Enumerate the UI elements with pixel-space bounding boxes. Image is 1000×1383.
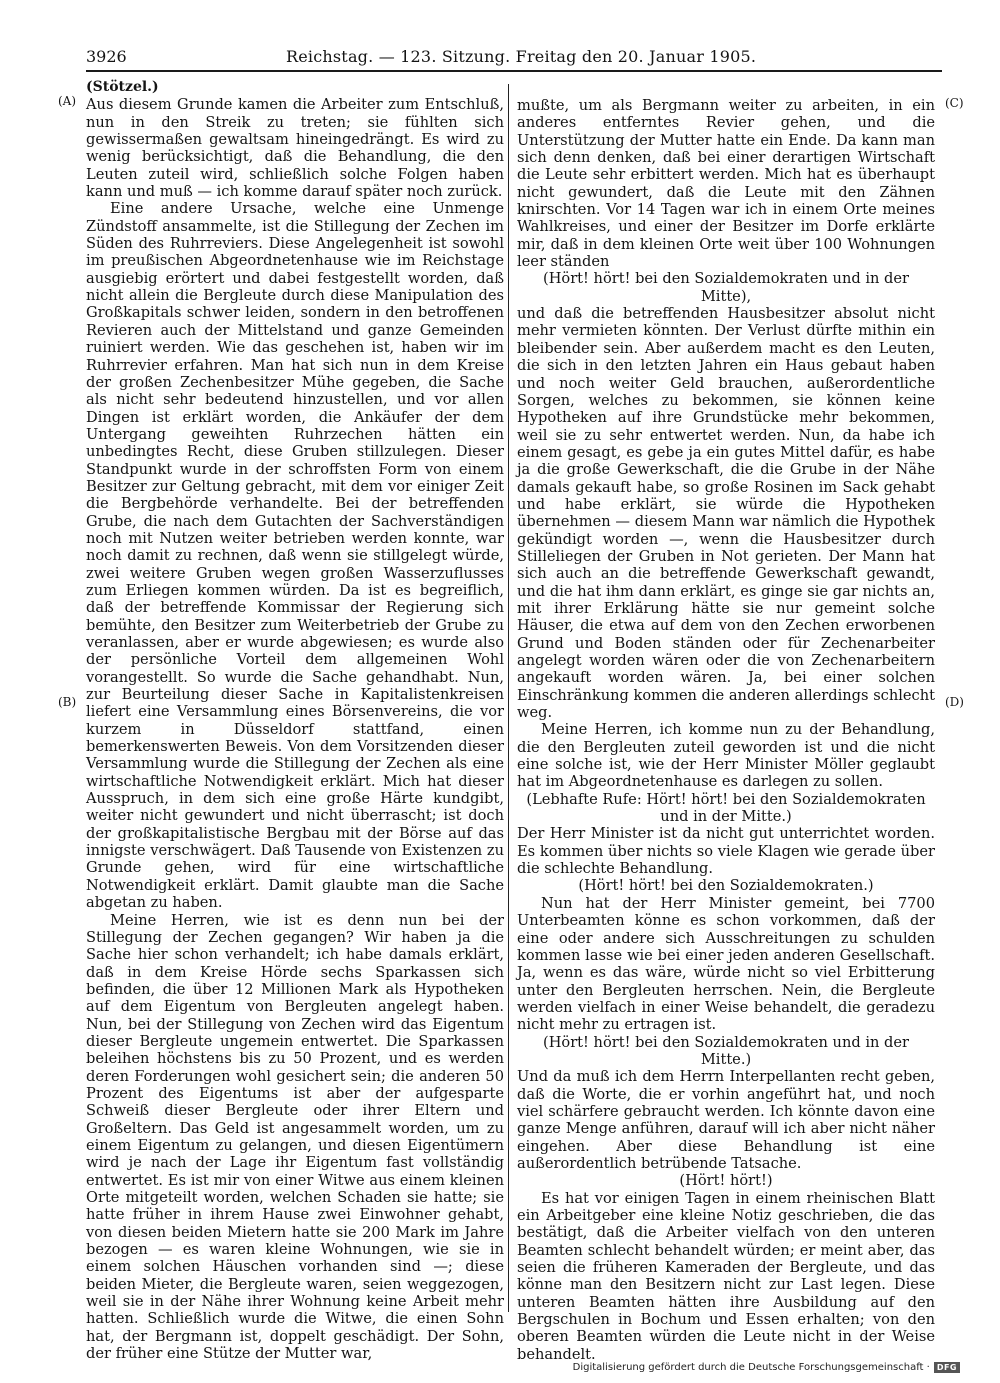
page-number: 3926 — [86, 47, 127, 66]
footer — [573, 1362, 960, 1373]
speaker-name: (Stötzel.) — [86, 79, 159, 95]
margin-marker-c: (C) — [945, 96, 964, 110]
paragraph: Es hat vor einigen Tagen in einem rheinischen Blatt ein Arbeitgeber eine kleine Notiz geschrieben, die das bestätigt, daß die Arbeiter vielfach von den unteren Beamten schlecht behandelt würden; er meint aber, das seien die früheren Kameraden der Bergleute, und das könne man den Besitzern nicht zur Last legen. Diese unteren Beamten hätten ihre Ausbildung auf den Bergschulen in Bochum und Essen erhalten; von den oberen Beamten würden die Leute nicht in der Weise behandelt. — [517, 1189, 935, 1363]
paragraph: Der Herr Minister ist da nicht gut unterrichtet worden. Es kommen über nichts so viele Klagen wie gerade über die schlechte Behandlung. — [517, 825, 935, 878]
paragraph: und daß die betreffenden Hausbesitzer absolut nicht mehr vermieten könnten. Der Verlust dürfte mithin ein bleibender sein. Aber außerdem macht es den Leuten, die sich in den letzten Jahren ein Haus gebaut haben und noch weiter Geld brauchen, außerordentliche Sorgen, welches zu bekommen, sie können keine Hypotheken auf ihre Grundstücke mehr bekommen, weil sie zu sehr entwertet werden. Nun, da habe ich einem gesagt, es gebe ja ein gutes Mittel dafür, es habe ja die große Gewerkschaft, die die Grube in der Nähe damals gekauft habe, so große Rosinen im Sack gehabt und habe erklärt, sie würde die Hypotheken übernehmen — diesem Mann war nämlich die Hypothek gekündigt worden —, wenn die Hausbesitzer durch Stilleliegen der Gruben in Not gerieten. Der Mann hat sich auch an die betreffende Gewerkschaft gewandt, und die hat ihm dann erklärt, es ginge sie gar nichts an, mit ihrer Erklärung hätte sie nur gemeint solche Häuser, die etwa auf dem von den Zechen erworbenen Grund und Boden ständen oder für Zechenarbeiter angelegt worden wären oder die von Zechenarbeitern angekauft worden wären. Ja, bei einer solchen Einschränkung kommen die anderen allerdings schlecht weg. — [517, 305, 935, 722]
paragraph: Eine andere Ursache, welche eine Unmenge Zündstoff ansammelte, ist die Stillegung der Zechen im Süden des Ruhrreviers. Diese Angelegenheit ist sowohl im preußischen Abgeordnetenhause wie im Reichstage ausgiebig erörtert und dabei festgestellt worden, daß nicht allein die Bergleute durch diese Manipulation des Großkapitals schwer leiden, sondern in den betroffenen Revieren auch der Mittelstand und ganze Gemeinden ruiniert werden. Wie das geschehen ist, haben wir im Ruhrrevier erfahren. Man hat sich nun in dem Kreise der großen Zechenbesitzer Mühe gegeben, die Sache als nicht sehr bedeutend hinzustellen, und vor allen Dingen ist erklärt worden, die Ankäufer der dem Untergang geweihten Ruhrzechen hätten ein unbedingtes Recht, diese Gruben stillzulegen. Dieser Standpunkt wurde in der schroffsten Form von einem Besitzer zur Geltung gebracht, mit dem vor einiger Zeit die Bergbehörde verhandelte. Bei der betreffenden Grube, die nach dem Gutachten der Sachverständigen noch mit Nutzen weiter betrieben werden konnte, war noch damit zu rechnen, daß wenn sie stillgelegt würde, zwei weitere Gruben wegen großen Wasserzuflusses zum Erliegen kommen würden. Da ist es begreiflich, daß der betreffende Kommissar der Regierung sich bemühte, den Besitzer zum Weiterbetrieb der Grube zu veranlassen, aber er wurde abgewiesen; es wurde also der persönliche Vorteil dem allgemeinen Wohl vorangestellt. So wurde die Sache gehandhabt. Nun, zur Beurteilung dieser Sache in Kapitalistenkreisen liefert eine Versammlung eines Börsenvereins, die vor kurzem in Düsseldorf stattfand, einen bemerkenswerten Beweis. Von dem Vorsitzenden dieser Versammlung wurde die Stillegung der Zechen als eine wirtschaftliche Notwendigkeit erklärt. Mich hat dieser Ausspruch, in dem sich eine große Härte kundgibt, weiter nicht gewundert und nicht überrascht; ist doch der großkapitalistische Bergbau mit der Börse auf das innigste verschwägert. Daß Tausende von Existenzen zu Grunde gehen, wird für eine wirtschaftliche Notwendigkeit erklärt. Damit glaubte man die Sache abgetan zu haben. — [86, 200, 504, 912]
paragraph: Meine Herren, wie ist es denn nun bei der Stillegung der Zechen gegangen? Wir haben ja die Sache hier schon verhandelt; ich habe damals erklärt, daß in dem Kreise Hörde sechs Sparkassen sich befinden, die über 12 Millionen Mark als Hypotheken auf dem Eigentum von Bergleuten angelegt haben. Nun, bei der Stillegung von Zechen wird das Eigentum dieser Bergleute ungemein entwertet. Die Sparkassen beleihen höchstens bis zu 50 Prozent, und es werden deren Forderungen wohl gesichert sein; die anderen 50 Prozent des Eigentums ist aber der aufgesparte Schweiß dieser Bergleute oder ihrer Eltern und Großeltern. Das Geld ist angesammelt worden, um zu einem Eigentum zu gelangen, und diesen Eigentümern wird je nach der Lage ihr Eigentum fast vollständig entwertet. Es ist mir von einer Witwe aus einem kleinen Orte mitgeteilt worden, welchen Schaden sie hatte; sie hatte früher in ihrem Hause zwei Einwohner gehabt, von diesen beiden Mietern hatte sie 200 Mark im Jahre bezogen — es waren kleine Wohnungen, wie sie in einem solchen Häuschen vorhanden sind —; diese beiden Mieter, die Bergleute waren, seien weggezogen, weil sie in der Nähe ihrer Wohnung keine Arbeit mehr hatten. Schließlich wurde die Witwe, die einen Sohn hat, der Bergmann ist, doppelt geschädigt. Der Sohn, der früher eine Stütze der Mutter war, — [86, 911, 504, 1363]
column-divider — [508, 84, 509, 1312]
header-rule — [86, 70, 942, 72]
right-column — [517, 97, 935, 1363]
paragraph: Und da muß ich dem Herrn Interpellanten recht geben, daß die Worte, die er vorhin angeführt hat, und noch viel schärfere gebraucht werden. Ich könnte davon eine ganze Menge anführen, darauf will ich aber nicht näher eingehen. Aber diese Behandlung ist eine außerordentlich betrübende Tatsache. — [517, 1068, 935, 1172]
paragraph: mußte, um als Bergmann weiter zu arbeiten, in ein anderes entferntes Revier gehen, und die Unterstützung der Mutter hatte ein Ende. Da kann man sich denn denken, daß bei einer derartigen Wirtschaft die Leute sehr erbittert werden. Mich hat es überhaupt nicht gewundert, daß die Leute mit den Zähnen knirschten. Vor 14 Tagen war ich in einem Orte meines Wahlkreises, und einer der Besitzer im Dorfe erklärte mir, daß in dem kleinen Orte weit über 100 Wohnungen leer ständen — [517, 97, 935, 271]
paragraph: Meine Herren, ich komme nun zu der Behandlung, die den Bergleuten zuteil geworden ist und die nicht eine solche ist, wie der Herr Minister Möller geglaubt hat im Abgeordnetenhause es darlegen zu sollen. — [517, 721, 935, 791]
interjection: (Hört! hört! bei den Sozialdemokraten und in der Mitte), — [543, 270, 909, 305]
interjection: (Hört! hört!) — [679, 1172, 773, 1190]
interjection: (Hört! hört! bei den Sozialdemokraten und in der Mitte.) — [543, 1033, 909, 1068]
margin-marker-a: (A) — [58, 94, 77, 108]
interjection: (Hört! hört! bei den Sozialdemokraten.) — [578, 877, 874, 895]
running-title: Reichstag. — 123. Sitzung. Freitag den 20. Januar 1905. — [286, 47, 757, 66]
margin-marker-b: (B) — [58, 695, 77, 709]
left-column — [86, 79, 504, 1362]
paragraph: Nun hat der Herr Minister gemeint, bei 7700 Unterbeamten könne es schon vorkommen, daß der eine oder andere sich Ausschreitungen zu schulden kommen lasse wie bei einer jeden anderen Gesellschaft. Ja, wenn es das wäre, würde nicht so viel Erbitterung unter den Bergleuten herrschen. Nein, die Bergleute werden vielfach in einer Weise behandelt, die geradezu nicht mehr zu ertragen ist. — [517, 894, 935, 1034]
footer-credit: Digitalisierung gefördert durch die Deutsche Forschungsgemeinschaft · — [572, 1362, 930, 1373]
paragraph: Aus diesem Grunde kamen die Arbeiter zum Entschluß, nun in den Streik zu treten; sie fühlten sich gewissermaßen gewaltsam hineingedrängt. Es wird zu wenig berücksichtigt, daß die Behandlung, die den Leuten zuteil wird, schließlich solche Folgen haben kann und muß — ich komme darauf später noch zurück. — [86, 96, 504, 201]
dfg-logo: DFG — [934, 1362, 960, 1373]
margin-marker-d: (D) — [945, 695, 964, 709]
interjection: (Lebhafte Rufe: Hört! hört! bei den Sozialdemokraten und in der Mitte.) — [526, 790, 926, 826]
